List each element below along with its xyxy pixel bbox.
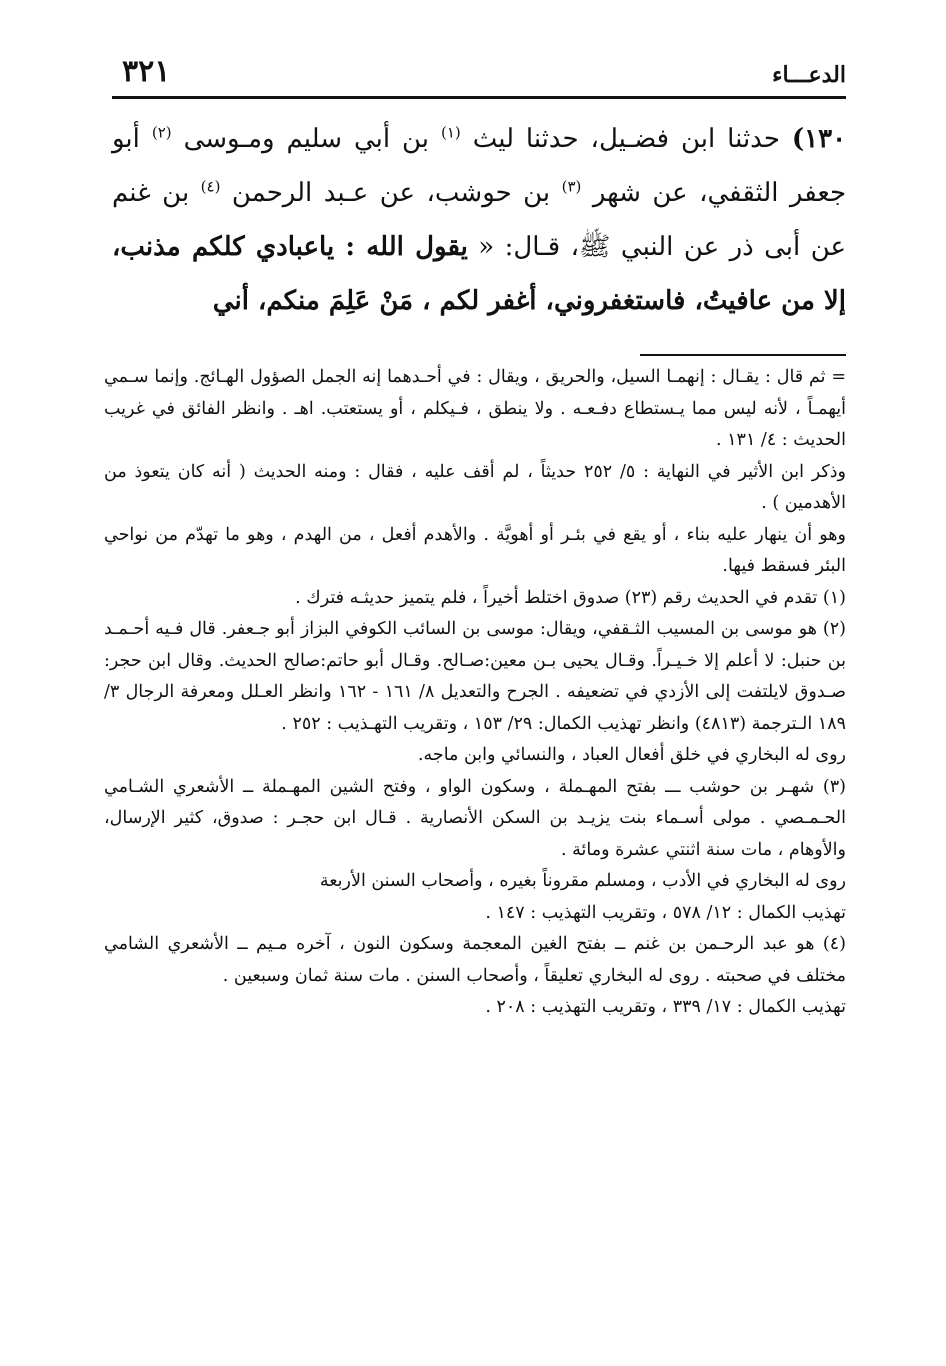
footnote-paragraph: تهذيب الكمال : ١٢/ ٥٧٨ ، وتقريب التهذيب : ١٤٧ .: [485, 902, 846, 923]
hadith-segment: أبو جعفر الثقفي، عن شهر: [112, 124, 847, 208]
hadith-text: [112, 112, 846, 328]
footnote-paragraph: وذكر ابن الأثير في النهاية : ٥/ ٢٥٢ حديثاً ، لم أقف عليه ، فقال : ومنه الحديث ( أنه كان يتعوذ من الأهدمين ) .: [104, 461, 846, 513]
hadith-number: ١٣٠): [791, 124, 847, 154]
hadith-segment: حدثنا ابن فضـيل، حدثنا ليث: [472, 124, 780, 154]
footnote-paragraph: = ثم قال : يقـال : إنهمـا السيل، والحريق ، ويقال : في أحـدهما إنه الجمل الصؤول الهـائج. وإنما سـمي أيهمـاً ، لأنه ليس مما يـستطاع دفـعـه . ولا ينطق ، فـيكلم ، أو يستعتب. اهـ . وانظر الفائق في غريب الحديث : ٤/ ١٣١ .: [104, 367, 846, 450]
hadith-quote: يقول الله : ياعبادي كلكم مذنب، إلا من عافيتُ، فاستغفروني، أغفر لكم ، مَنْ عَلِمَ منكم، أني: [112, 232, 846, 316]
footnote-paragraph: روى له البخاري في الأدب ، ومسلم مقروناً بغيره ، وأصحاب السنن الأربعة: [319, 871, 846, 891]
hadith-paragraph: [112, 112, 846, 328]
hadith-segment: بن حوشب، عن عـبد الرحمن: [231, 178, 551, 208]
header-rule: [112, 96, 846, 99]
footnote-ref: (١): [440, 123, 461, 142]
footnote-ref: (٤): [200, 177, 221, 196]
page-number: ٣٢١: [122, 54, 171, 89]
footnote-4: [104, 929, 846, 1024]
footnote-paragraph: (٣) شهـر بن حوشب ـــ بفتح المهـملة ، وسكون الواو ، وفتح الشين المهـملة ــ الأشعري الشـامي الحـمـصي . مولى أسـماء بنت يزيـد بن السكن الأنصارية . قـال ابن حجـر : صدوق، كثير الإرسال، والأوهام ، مات سنة اثنتي عشرة ومائة .: [104, 776, 846, 860]
footnote-ref: (٢): [151, 123, 172, 142]
footnote-ref: (٣): [561, 177, 582, 196]
footnote-paragraph: (١) تقدم في الحديث رقم (٢٣) صدوق اختلط أخيراً ، فلم يتميز حديثـه فترك .: [295, 587, 846, 608]
footnote-paragraph: تهذيب الكمال : ١٧/ ٣٣٩ ، وتقريب التهذيب : ٢٠٨ .: [485, 997, 846, 1017]
footnote-paragraph: (٢) هو موسى بن المسيب الثـقفي، ويقال: موسى بن السائب الكوفي البزاز أبو جـعفر. قال فـيه أحـمـد بن حنبل: لا أعلم إلا خـيـراً. وقـال يحيى بـن معين:صـالح. وقـال أبو حاتم:صالح الحديث. وقال ابن حجر: صـدوق لايلتفت إلى الأزدي في تضعيفه . الجرح والتعديل ٨/ ١٦١ - ١٦٢ وانظر العـلل ومعرفة الرجال ٣/ ١٨٩ الـترجمة (٤٨١٣) وانظر تهذيب الكمال: ٢٩/ ١٥٣ ، وتقريب التهـذيب : ٢٥٢ .: [104, 619, 846, 734]
footnote-paragraph: وهو أن ينهار عليه بناء ، أو يقع في بئـر أو أهويَّة . والأهدم أفعل ، من الهدم ، وهو ما تهدّم من نواحي البئر فسقط فيها.: [104, 524, 846, 576]
footnote-2: [104, 614, 846, 772]
footnote-paragraph: روى له البخاري في خلق أفعال العباد ، والنسائي وابن ماجه.: [417, 745, 846, 765]
footnote-3: [104, 772, 846, 930]
footnotes-rule: [640, 354, 846, 356]
footnote-paragraph: (٤) هو عبد الرحـمن بن غنم ــ بفتح الغين المعجمة وسكون النون ، آخره مـيم ــ الأشعري الشامي مختلف في صحبته . روى له البخاري تعليقاً ، وأصحاب السنن . مات سنة ثمان وسبعين .: [104, 934, 846, 986]
footnote-1: [104, 583, 846, 615]
footnotes: [104, 362, 846, 1024]
hadith-segment: بن أبي سليم ومـوسى: [183, 124, 430, 154]
hadith-segment: بن غنم عن أبى ذر عن النبي ﷺ، قـال: «: [112, 178, 847, 262]
page-header: [112, 52, 846, 96]
footnote-continuation: [104, 362, 846, 583]
running-title: الدعـــاء: [772, 62, 846, 88]
